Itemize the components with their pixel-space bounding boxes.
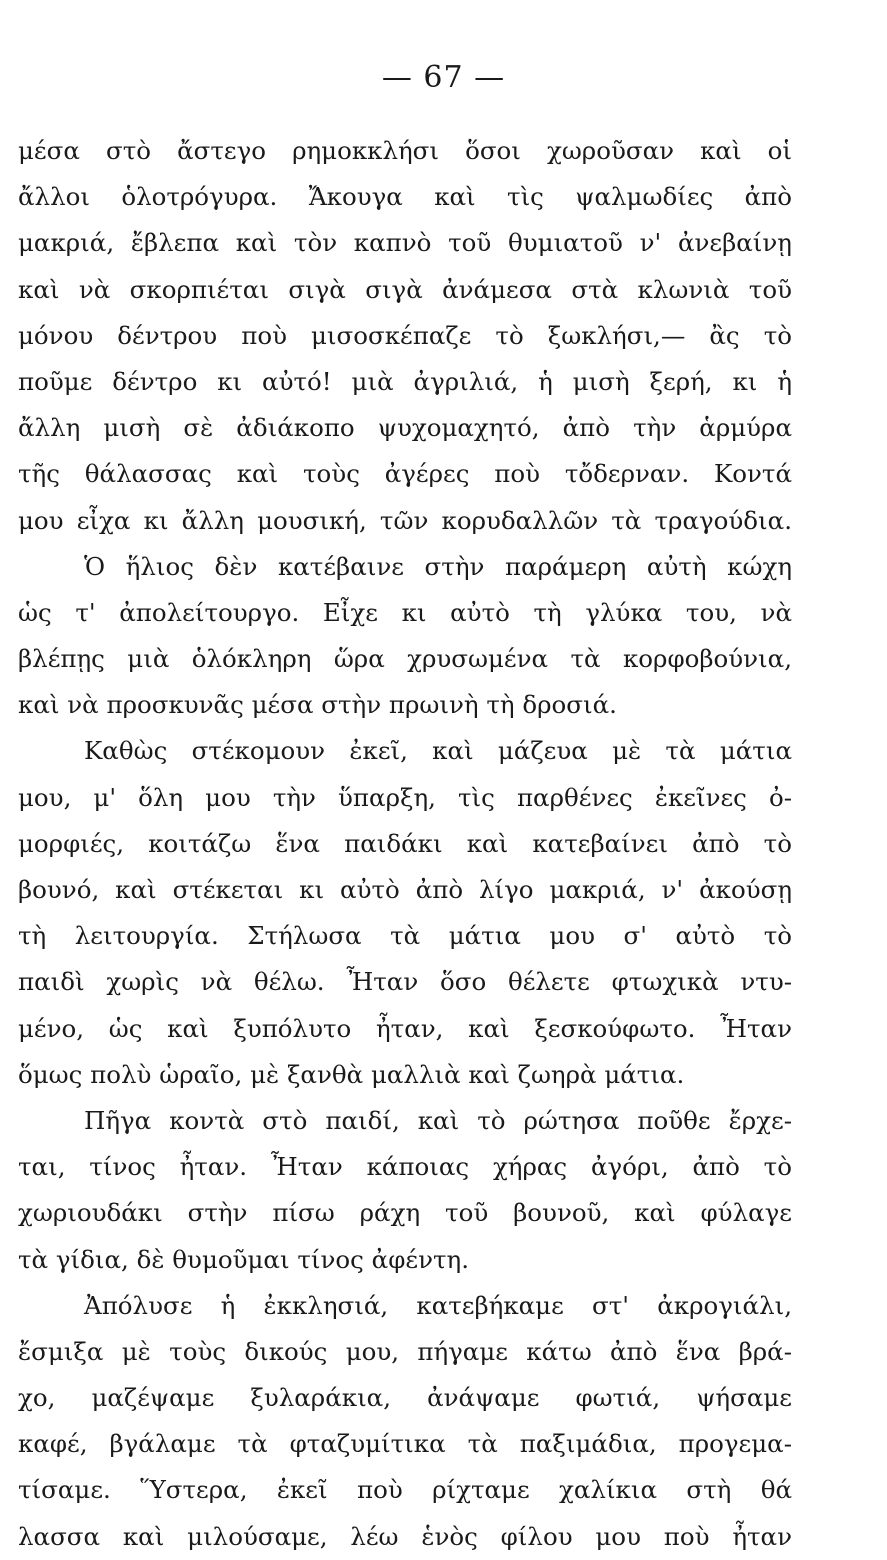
text-line: ὡς τ' ἀπολείτουργο. Εἶχε κι αὐτὸ τὴ γλύκα του, νὰ: [18, 597, 792, 627]
text-line: μένο, ὡς καὶ ξυπόλυτο ἦταν, καὶ ξεσκούφωτο. Ἦταν: [18, 1013, 792, 1043]
text-line: μου εἶχα κι ἄλλη μουσική, τῶν κορυδαλλῶν τὰ τραγούδια.: [18, 505, 792, 535]
text-line: χο, μαζέψαμε ξυλαράκια, ἀνάψαμε φωτιά, ψήσαμε: [18, 1383, 792, 1413]
text-line: ὅμως πολὺ ὡραῖο, μὲ ξανθὰ μαλλιὰ καὶ ζωηρὰ μάτια.: [18, 1059, 685, 1089]
page-number: — 67 —: [381, 60, 506, 95]
text-line: καὶ νὰ σκορπιέται σιγὰ σιγὰ ἀνάμεσα στὰ κλωνιὰ τοῦ: [18, 274, 792, 304]
text-line: Ἀπόλυσε ἡ ἐκκλησιά, κατεβήκαμε στ' ἀκρογιάλι,: [84, 1290, 792, 1320]
text-line: τῆς θάλασσας καὶ τοὺς ἀγέρες ποὺ τὄδερναν. Κοντά: [18, 459, 792, 489]
body-text: [18, 128, 792, 1560]
text-line: μου, μ' ὅλη μου τὴν ὕπαρξη, τὶς παρθένες ἐκεῖνες ὀ-: [18, 782, 792, 812]
text-line: παιδὶ χωρὶς νὰ θέλω. Ἦταν ὅσο θέλετε φτωχικὰ ντυ-: [18, 967, 792, 997]
text-line: ἔσμιξα μὲ τοὺς δικούς μου, πήγαμε κάτω ἀπὸ ἕνα βρά-: [18, 1336, 792, 1366]
text-line: ἄλλοι ὁλοτρόγυρα. Ἄκουγα καὶ τὶς ψαλμωδίες ἀπὸ: [18, 182, 792, 212]
text-line: μακριά, ἔβλεπα καὶ τὸν καπνὸ τοῦ θυμιατοῦ ν' ἀνεβαίνῃ: [18, 228, 792, 258]
text-line: μέσα στὸ ἄστεγο ρημοκκλήσι ὅσοι χωροῦσαν καὶ οἱ: [18, 136, 792, 165]
text-line: Καθὼς στέκομουν ἐκεῖ, καὶ μάζευα μὲ τὰ μάτια: [84, 736, 792, 766]
text-line: τὰ γίδια, δὲ θυμοῦμαι τίνος ἀφέντη.: [18, 1244, 469, 1274]
text-line: μορφιές, κοιτάζω ἕνα παιδάκι καὶ κατεβαίνει ἀπὸ τὸ: [18, 828, 792, 858]
text-line: ποῦμε δέντρο κι αὐτό! μιὰ ἀγριλιά, ἡ μισὴ ξερή, κι ἡ: [18, 366, 792, 396]
text-line: ἄλλη μισὴ σὲ ἀδιάκοπο ψυχομαχητό, ἀπὸ τὴν ἁρμύρα: [18, 413, 792, 443]
text-line: βλέπῃς μιὰ ὁλόκληρη ὥρα χρυσωμένα τὰ κορφοβούνια,: [18, 644, 792, 674]
text-line: λασσα καὶ μιλούσαμε, λέω ἑνὸς φίλου μου ποὺ ἦταν: [18, 1521, 792, 1551]
text-line: Πῆγα κοντὰ στὸ παιδί, καὶ τὸ ρώτησα ποῦθε ἔρχε-: [84, 1105, 792, 1135]
text-line: βουνό, καὶ στέκεται κι αὐτὸ ἀπὸ λίγο μακριά, ν' ἀκούσῃ: [18, 875, 792, 904]
text-line: τίσαμε. Ὕστερα, ἐκεῖ ποὺ ρίχταμε χαλίκια στὴ θά: [18, 1475, 792, 1505]
text-line: χωριουδάκι στὴν πίσω ράχη τοῦ βουνοῦ, καὶ φύλαγε: [18, 1198, 792, 1228]
text-line: τὴ λειτουργία. Στήλωσα τὰ μάτια μου σ' αὐτὸ τὸ: [18, 921, 792, 951]
text-line: ται, τίνος ἦταν. Ἦταν κάποιας χήρας ἀγόρι, ἀπὸ τὸ: [18, 1152, 792, 1182]
text-line: καφέ, βγάλαμε τὰ φταζυμίτικα τὰ παξιμάδια, προγεμα-: [18, 1429, 792, 1459]
text-line: μόνου δέντρου ποὺ μισοσκέπαζε τὸ ξωκλήσι,— ἂς τὸ: [18, 320, 792, 350]
text-line: Ὁ ἥλιος δὲν κατέβαινε στὴν παράμερη αὐτὴ κώχη: [84, 551, 792, 581]
text-line: καὶ νὰ προσκυνᾶς μέσα στὴν πρωινὴ τὴ δροσιά.: [18, 690, 617, 720]
